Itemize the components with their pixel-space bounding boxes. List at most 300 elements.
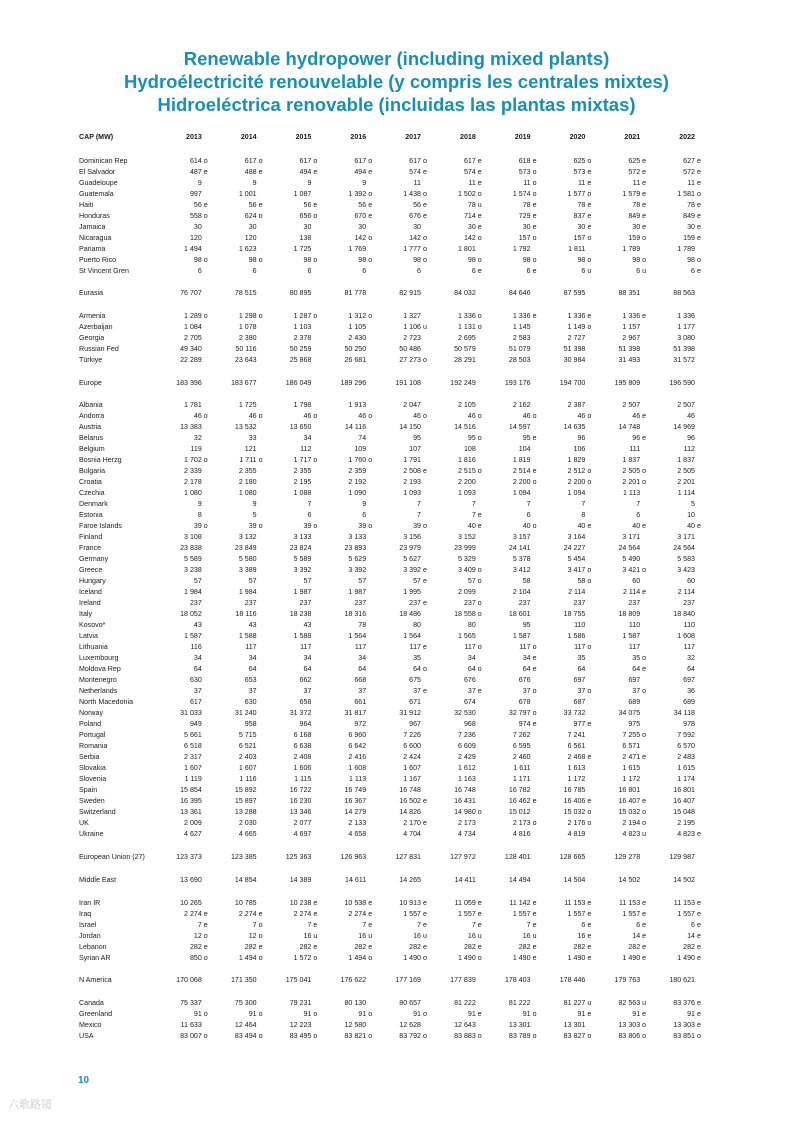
table-row [79, 211, 713, 222]
cell-value: 12 628 [399, 1020, 421, 1029]
cell-flag: o [477, 577, 482, 586]
cell-value: 120 [244, 233, 257, 242]
row-label: Switzerland [79, 808, 116, 817]
cell-value: 46 [467, 412, 476, 421]
cell-value: 195 809 [614, 378, 641, 387]
cell-value: 968 [463, 720, 476, 729]
cell-value: 178 446 [559, 976, 586, 985]
cell-value: 3 409 [458, 566, 476, 575]
cell-value: 7 592 [677, 731, 695, 740]
cell-value: 22 289 [180, 356, 202, 365]
row-label: France [79, 544, 102, 553]
cell-flag: o [587, 323, 592, 332]
cell-value: 16 748 [399, 786, 421, 795]
cell-flag: o [532, 255, 537, 264]
cell-flag: e [203, 920, 208, 929]
cell-flag [202, 587, 220, 598]
cell-value: 1 115 [294, 775, 312, 784]
cell-value: 6 [691, 266, 695, 275]
cell-value: 46 [522, 412, 531, 421]
cell-value: 186 049 [285, 378, 312, 387]
cell-flag [695, 477, 713, 488]
cell-flag: o [368, 233, 373, 242]
cell-flag [202, 378, 220, 389]
cell-value: 18 052 [180, 610, 202, 619]
cell-flag: e [422, 599, 427, 608]
cell-flag [476, 730, 494, 741]
cell-flag: e [642, 200, 647, 209]
cell-value: 43 [248, 621, 257, 630]
cell-flag [476, 785, 494, 796]
cell-flag [311, 510, 329, 521]
row-label: Sweden [79, 797, 105, 806]
cell-value: 46 [248, 412, 257, 421]
cell-value: 39 [193, 522, 202, 531]
cell-value: 30 [467, 222, 476, 231]
cell-value: 9 [252, 178, 257, 187]
cell-value: 46 [632, 412, 641, 421]
cell-value: 4 658 [348, 830, 367, 839]
cell-flag: e [642, 312, 647, 321]
cell-flag [421, 609, 439, 620]
cell-flag [366, 288, 384, 299]
cell-value: 15 032 [563, 808, 586, 817]
cell-value: 7 [471, 511, 476, 520]
row-label: Ukraine [79, 830, 104, 839]
cell-value: 18 755 [563, 610, 586, 619]
cell-flag [366, 741, 384, 752]
cell-value: 1 312 [348, 312, 367, 321]
cell-value: 50 116 [235, 345, 257, 354]
cell-value: 60 [687, 577, 695, 586]
cell-value: 237 [518, 599, 531, 608]
cell-flag: o [696, 1031, 701, 1040]
cell-value: 24 141 [508, 544, 531, 553]
cell-flag [476, 852, 494, 863]
cell-value: 1 502 [458, 189, 476, 198]
cell-value: 1 336 [567, 312, 586, 321]
cell-flag [202, 266, 220, 277]
table-row [79, 400, 713, 411]
cell-value: 7 [526, 500, 531, 509]
cell-value: 1 167 [403, 775, 421, 784]
cell-flag: e [587, 931, 592, 940]
cell-flag: o [258, 456, 263, 465]
cell-value: 1 114 [677, 489, 695, 498]
cell-value: 3 108 [184, 533, 202, 542]
cell-value: 6 571 [622, 742, 641, 751]
cell-flag: u [642, 998, 647, 1007]
table-row [79, 642, 713, 653]
cell-value: 3 156 [403, 533, 421, 542]
cell-flag [311, 233, 329, 244]
cell-value: 16 407 [618, 797, 641, 806]
cell-flag [421, 730, 439, 741]
cell-flag [531, 378, 549, 389]
table-row [79, 433, 713, 444]
cell-flag [421, 774, 439, 785]
cell-flag [531, 422, 549, 433]
cell-flag [257, 477, 275, 488]
cell-value: 6 [417, 266, 421, 275]
cell-flag [531, 697, 549, 708]
cell-value: 46 [413, 412, 421, 421]
cell-flag: e [642, 931, 647, 940]
row-label: Canada [79, 998, 104, 1007]
cell-value: 15 048 [673, 808, 695, 817]
cell-flag [585, 532, 603, 543]
cell-value: 6 521 [238, 742, 257, 751]
cell-value: 1 494 [348, 953, 367, 962]
cell-value: 30 [413, 222, 421, 231]
cell-value: 10 265 [180, 898, 202, 907]
cell-value: 2 105 [458, 401, 476, 410]
cell-flag [421, 697, 439, 708]
cell-flag [202, 774, 220, 785]
cell-value: 16 801 [673, 786, 695, 795]
cell-flag [531, 355, 549, 366]
cell-value: 13 383 [180, 423, 202, 432]
cell-value: 37 [467, 687, 476, 696]
row-label: Bulgaria [79, 467, 106, 476]
cell-value: 24 227 [563, 544, 586, 553]
cell-flag [531, 488, 549, 499]
cell-value: 39 [358, 522, 367, 531]
cell-value: 84 646 [508, 289, 531, 298]
cell-value: 849 [683, 211, 695, 220]
cell-value: 837 [573, 211, 586, 220]
cell-flag: e [477, 222, 482, 231]
cell-value: 3 423 [677, 566, 695, 575]
row-label: Iceland [79, 588, 102, 597]
cell-flag [311, 708, 329, 719]
cell-flag [311, 222, 329, 233]
cell-flag [531, 852, 549, 863]
cell-value: 16 367 [344, 797, 367, 806]
cell-value: 31 240 [234, 709, 257, 718]
cell-flag: o [477, 1031, 482, 1040]
table-row [79, 852, 713, 863]
cell-value: 974 [518, 720, 531, 729]
cell-flag [257, 1020, 275, 1031]
cell-value: 6 [471, 266, 476, 275]
cell-flag [202, 554, 220, 565]
cell-flag [695, 244, 713, 255]
cell-value: 23 824 [289, 544, 312, 553]
row-label: Germany [79, 555, 109, 564]
cell-value: 282 [189, 942, 202, 951]
cell-flag [531, 609, 549, 620]
cell-value: 1 792 [512, 244, 531, 253]
cell-flag: o [258, 312, 263, 321]
cell-flag: e [422, 211, 427, 220]
row-label: El Salvador [79, 167, 116, 176]
cell-flag [531, 510, 549, 521]
cell-value: 6 [581, 266, 586, 275]
cell-flag [476, 477, 494, 488]
cell-value: 49 340 [180, 345, 202, 354]
cell-value: 630 [189, 676, 202, 685]
cell-value: 1 984 [184, 588, 202, 597]
cell-value: 6 [362, 511, 367, 520]
cell-flag: o [313, 1031, 318, 1040]
cell-flag [257, 686, 275, 697]
year-header: 2014 [240, 132, 257, 141]
cell-value: 1 094 [512, 489, 531, 498]
cell-flag [202, 609, 220, 620]
cell-value: 14 150 [399, 423, 421, 432]
cell-value: 58 [577, 577, 586, 586]
cell-value: 2 705 [184, 334, 202, 343]
cell-value: 8 [197, 511, 202, 520]
cell-value: 64 [467, 665, 476, 674]
cell-flag [311, 998, 329, 1009]
cell-flag: o [203, 255, 208, 264]
cell-value: 10 238 [289, 898, 312, 907]
cell-flag: o [422, 412, 427, 421]
cell-flag [202, 875, 220, 886]
cell-value: 95 [522, 434, 531, 443]
cell-flag: o [587, 467, 592, 476]
cell-flag [585, 975, 603, 986]
cell-value: 81 227 [563, 998, 586, 1007]
cell-value: 34 075 [618, 709, 641, 718]
cell-flag [366, 675, 384, 686]
cell-flag [695, 378, 713, 389]
cell-flag [695, 631, 713, 642]
cell-flag [202, 532, 220, 543]
table-row [79, 620, 713, 631]
cell-value: 128 401 [504, 853, 531, 862]
cell-value: 5 490 [622, 555, 641, 564]
cell-flag: e [587, 898, 592, 907]
cell-value: 2 178 [184, 478, 202, 487]
cell-value: 1 106 [403, 323, 421, 332]
table-row [79, 288, 713, 299]
cell-value: 117 [409, 643, 421, 652]
cell-flag: e [203, 167, 208, 176]
cell-flag [202, 697, 220, 708]
cell-value: 1 392 [348, 189, 367, 198]
cell-flag: o [642, 819, 647, 828]
cell-value: 98 [522, 255, 531, 264]
cell-value: 678 [518, 698, 531, 707]
cell-value: 91 [193, 1009, 202, 1018]
cell-flag: o [203, 211, 208, 220]
cell-flag [421, 875, 439, 886]
cell-flag: e [477, 511, 482, 520]
cell-value: 39 [413, 522, 421, 531]
cell-flag [421, 532, 439, 543]
cell-value: 13 532 [234, 423, 257, 432]
cell-flag: e [422, 898, 427, 907]
cell-flag: u [477, 931, 482, 940]
cell-value: 1 987 [293, 588, 312, 597]
cell-value: 78 [522, 200, 531, 209]
cell-flag: e [258, 942, 263, 951]
cell-value: 5 583 [677, 555, 695, 564]
cell-flag: e [477, 909, 482, 918]
cell-value: 16 722 [289, 786, 312, 795]
cell-value: 9 [252, 500, 257, 509]
cell-flag: o [258, 1031, 263, 1040]
cell-value: 78 [577, 200, 586, 209]
cell-value: 18 840 [673, 610, 695, 619]
cell-value: 1 557 [403, 909, 421, 918]
cell-flag: o [587, 189, 592, 198]
row-label: Estonia [79, 511, 103, 520]
cell-value: 4 734 [458, 830, 476, 839]
cell-value: 75 337 [180, 998, 202, 1007]
cell-value: 13 288 [234, 808, 257, 817]
cell-value: 37 [303, 687, 312, 696]
table-row [79, 719, 713, 730]
cell-flag [531, 333, 549, 344]
cell-flag [531, 1020, 549, 1031]
row-label: Iran IR [79, 898, 101, 907]
cell-value: 237 [573, 599, 586, 608]
cell-value: 2 460 [512, 753, 531, 762]
cell-flag [311, 796, 329, 807]
row-label: Latvia [79, 632, 98, 641]
cell-flag [366, 653, 384, 664]
cell-flag [311, 189, 329, 200]
cell-flag: o [313, 312, 318, 321]
table-row [79, 829, 713, 840]
cell-flag [421, 829, 439, 840]
cell-value: 1 093 [458, 489, 476, 498]
cell-flag: o [532, 1009, 537, 1018]
cell-flag [257, 818, 275, 829]
cell-flag: o [532, 412, 537, 421]
cell-flag [311, 565, 329, 576]
cell-flag: u [477, 200, 482, 209]
cell-flag [202, 288, 220, 299]
cell-flag [311, 807, 329, 818]
cell-flag [311, 719, 329, 730]
cell-flag [585, 344, 603, 355]
cell-value: 2 194 [622, 819, 641, 828]
cell-value: 13 650 [289, 423, 312, 432]
cell-flag: e [696, 1009, 701, 1018]
cell-flag [311, 609, 329, 620]
cell-flag [695, 975, 713, 986]
cell-value: 1 080 [184, 489, 202, 498]
cell-flag: o [422, 356, 427, 365]
table-row [79, 909, 713, 920]
cell-value: 37 [577, 687, 586, 696]
cell-flag: o [477, 323, 482, 332]
table-row [79, 532, 713, 543]
cell-flag [311, 631, 329, 642]
cell-value: 676 [409, 211, 421, 220]
cell-flag [421, 752, 439, 763]
table-row [79, 378, 713, 389]
cell-value: 16 406 [563, 797, 586, 806]
table-row [79, 953, 713, 964]
cell-value: 18 116 [235, 610, 257, 619]
cell-flag [366, 818, 384, 829]
cell-value: 2 274 [348, 909, 367, 918]
cell-value: 11 142 [509, 898, 531, 907]
cell-flag [695, 466, 713, 477]
cell-value: 1 090 [348, 489, 367, 498]
cell-value: 121 [244, 445, 257, 454]
cell-flag [202, 344, 220, 355]
row-label: Croatia [79, 478, 102, 487]
cell-value: 194 700 [559, 378, 586, 387]
cell-value: 78 [358, 621, 367, 630]
cell-flag [421, 763, 439, 774]
table-row [79, 898, 713, 909]
cell-value: 282 [518, 942, 531, 951]
cell-flag [695, 543, 713, 554]
cell-value: 64 [522, 665, 531, 674]
cell-value: 178 403 [504, 976, 531, 985]
cell-value: 697 [573, 676, 586, 685]
cell-value: 26 681 [344, 356, 367, 365]
cell-value: 5 589 [184, 555, 202, 564]
cell-flag [202, 178, 220, 189]
cell-flag: e [258, 909, 263, 918]
row-label: Mexico [79, 1020, 102, 1029]
cell-flag [202, 333, 220, 344]
table-row [79, 311, 713, 322]
cell-value: 16 782 [508, 786, 531, 795]
cell-flag: o [532, 1031, 537, 1040]
cell-flag [476, 1020, 494, 1031]
cell-flag [202, 741, 220, 752]
cell-flag [257, 642, 275, 653]
cell-value: 15 032 [618, 808, 641, 817]
cell-value: 2 514 [512, 467, 531, 476]
title-spanish: Hidroeléctrica renovable (incluidas las plantas mixtas) [157, 94, 636, 115]
cell-value: 57 [358, 577, 367, 586]
cell-value: 1 565 [458, 632, 476, 641]
cell-flag: o [587, 156, 592, 165]
cell-flag: e [477, 178, 482, 187]
cell-flag [585, 444, 603, 455]
cell-value: 14 826 [399, 808, 421, 817]
cell-flag [531, 455, 549, 466]
cell-flag [585, 355, 603, 366]
cell-flag [695, 741, 713, 752]
row-label: Puerto Rico [79, 255, 117, 264]
cell-value: 18 601 [508, 610, 531, 619]
cell-value: 28 503 [508, 356, 531, 365]
cell-value: 1 725 [293, 244, 312, 253]
cell-value: 16 [358, 931, 367, 940]
cell-flag [421, 400, 439, 411]
cell-value: 2 133 [348, 819, 367, 828]
cell-flag [366, 178, 384, 189]
row-label: Guadeloupe [79, 178, 118, 187]
table-row [79, 466, 713, 477]
table-row [79, 818, 713, 829]
cell-value: 80 895 [289, 289, 312, 298]
cell-value: 1 172 [622, 775, 641, 784]
cell-value: 1 145 [512, 323, 531, 332]
cell-value: 3 412 [512, 566, 531, 575]
cell-value: 91 [248, 1009, 257, 1018]
cell-value: 4 819 [567, 830, 586, 839]
year-header: 2021 [624, 132, 641, 141]
cell-value: 6 [526, 511, 531, 520]
cell-flag [531, 807, 549, 818]
cell-flag [695, 875, 713, 886]
cell-flag: o [477, 665, 482, 674]
table-row [79, 576, 713, 587]
